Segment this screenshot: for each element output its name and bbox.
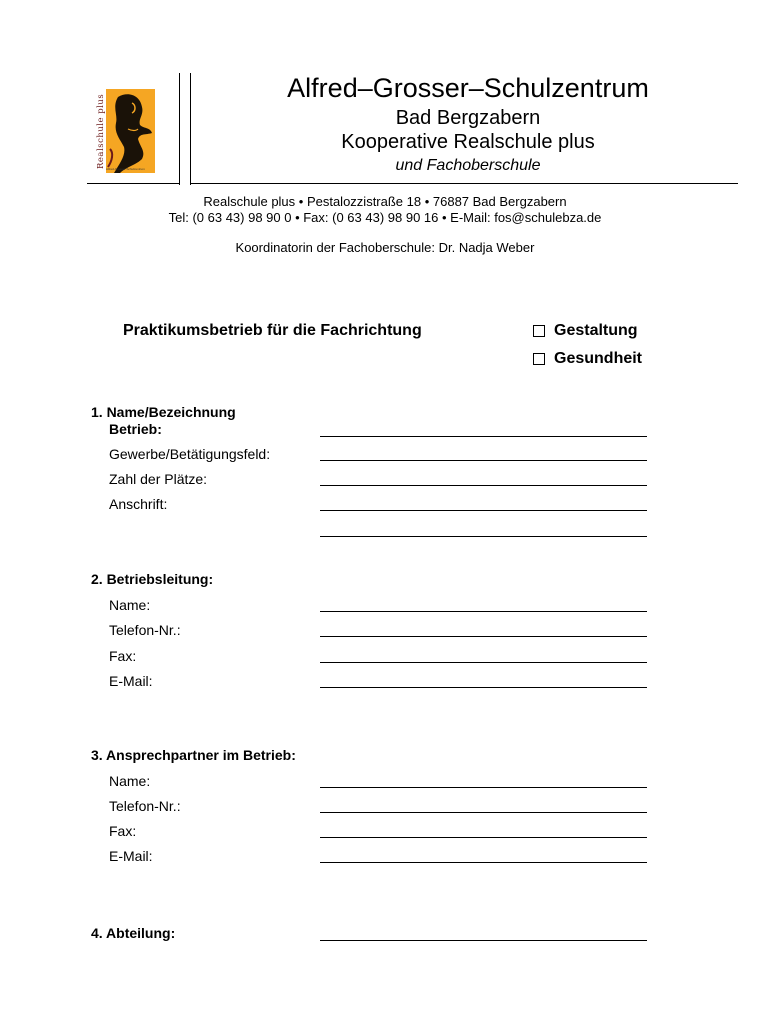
- section2-email-field[interactable]: [320, 687, 647, 688]
- section3-email-field[interactable]: [320, 862, 647, 863]
- checkbox-gestaltung[interactable]: [533, 325, 545, 337]
- section2-email-label: E-Mail:: [109, 673, 153, 689]
- portrait-icon: [106, 89, 155, 173]
- section3-name-field[interactable]: [320, 787, 647, 788]
- anschrift-field-1[interactable]: [320, 510, 647, 511]
- option-gestaltung[interactable]: [533, 322, 638, 340]
- betrieb-field[interactable]: [320, 436, 647, 437]
- section2-name-label: Name:: [109, 597, 151, 613]
- anschrift-label: Anschrift:: [109, 496, 168, 512]
- plaetze-field[interactable]: [320, 485, 647, 486]
- section1-title: 1. Name/Bezeichnung: [91, 404, 236, 420]
- school-type: Kooperative Realschule plus: [341, 131, 595, 153]
- school-addition: und Fachoberschule: [395, 157, 541, 174]
- header-underline-left: [87, 183, 180, 184]
- school-name: Alfred–Grosser–Schulzentrum: [287, 73, 649, 103]
- section4-title: 4. Abteilung:: [91, 925, 176, 941]
- option-gesundheit[interactable]: [533, 350, 642, 368]
- address-line: Realschule plus • Pestalozzistraße 18 • 76887 Bad Bergzabern: [203, 194, 567, 209]
- section2-telefon-label: Telefon-Nr.:: [109, 622, 181, 638]
- checkbox-gesundheit[interactable]: [533, 353, 545, 365]
- header-divider-right: [190, 73, 191, 185]
- phone-line: Tel: (0 63 43) 98 90 0 • Fax: (0 63 43) 98 90 16 • E-Mail: fos@schulebza.de: [168, 210, 602, 225]
- logo-text: Realschule plus: [96, 93, 106, 169]
- section3-name-label: Name:: [109, 773, 151, 789]
- section3-telefon-field[interactable]: [320, 812, 647, 813]
- section3-telefon-label: Telefon-Nr.:: [109, 798, 181, 814]
- section3-title: 3. Ansprechpartner im Betrieb:: [91, 747, 296, 763]
- gewerbe-label: Gewerbe/Betätigungsfeld:: [109, 446, 271, 462]
- section2-fax-field[interactable]: [320, 662, 647, 663]
- section1-betrieb-label: Betrieb:: [109, 421, 162, 437]
- option-gesundheit-label: Gesundheit: [554, 350, 643, 367]
- school-town: Bad Bergzabern: [395, 107, 541, 129]
- section3-fax-field[interactable]: [320, 837, 647, 838]
- anschrift-field-2[interactable]: [320, 536, 647, 537]
- school-logo: [92, 89, 155, 173]
- logo-foot-text: Alfred-Grosser-Schulzentrum: [106, 167, 145, 171]
- header-underline-right: [190, 183, 738, 184]
- form-heading: Praktikumsbetrieb für die Fachrichtung: [123, 322, 422, 339]
- option-gestaltung-label: Gestaltung: [554, 322, 638, 339]
- gewerbe-field[interactable]: [320, 460, 647, 461]
- plaetze-label: Zahl der Plätze:: [109, 471, 208, 487]
- section2-name-field[interactable]: [320, 611, 647, 612]
- coordinator-line: Koordinatorin der Fachoberschule: Dr. Nadja Weber: [235, 240, 535, 255]
- header-divider-left: [179, 73, 180, 185]
- section2-fax-label: Fax:: [109, 648, 137, 664]
- section2-title: 2. Betriebsleitung:: [91, 571, 214, 587]
- section2-telefon-field[interactable]: [320, 636, 647, 637]
- section3-email-label: E-Mail:: [109, 848, 153, 864]
- abteilung-field[interactable]: [320, 940, 647, 941]
- section3-fax-label: Fax:: [109, 823, 137, 839]
